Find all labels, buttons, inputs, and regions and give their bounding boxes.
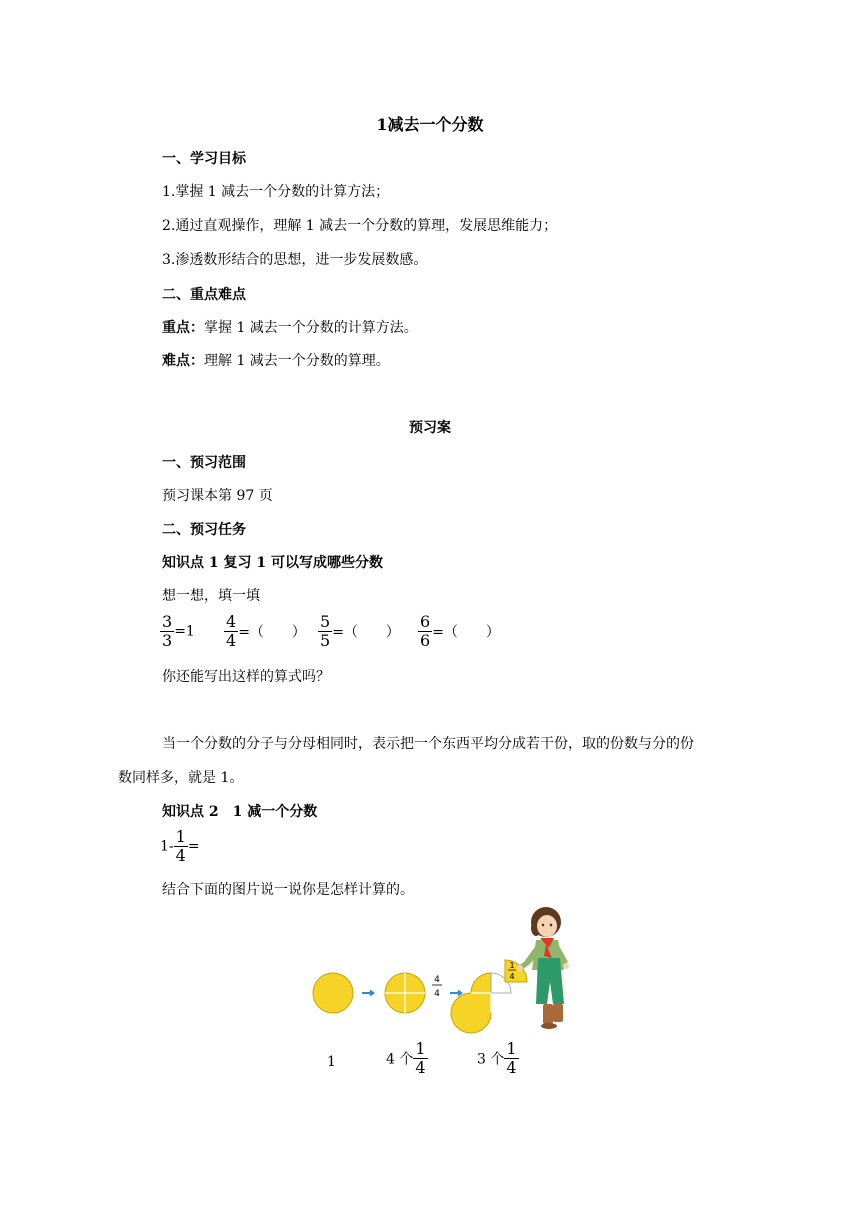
knowledge-1-question: 你还能写出这样的算式吗？ <box>162 669 330 685</box>
equation-suffix: = <box>187 838 200 855</box>
fraction-item-3 <box>318 613 400 650</box>
fraction-item-4 <box>418 613 500 650</box>
caption-numerator: 1 <box>506 1039 517 1058</box>
piece-numerator: 1 <box>509 961 515 970</box>
goal-item-3: 3.渗透数形结合的思想，进一步发展数感。 <box>162 252 428 268</box>
scope-heading: 一、预习范围 <box>162 455 246 471</box>
equation-denominator: 4 <box>175 846 186 865</box>
fraction-denominator: 6 <box>420 631 431 650</box>
knowledge-1-heading: 知识点 1 复习 1 可以写成哪些分数 <box>162 555 383 571</box>
fraction-tail: =1 <box>174 623 195 640</box>
caption-prefix: 3 个 <box>477 1051 505 1068</box>
mid-fraction-denominator: 4 <box>434 989 440 999</box>
page-title: 1减去一个分数 <box>376 115 484 134</box>
explanation-line-2: 数同样多，就是 1。 <box>118 770 244 786</box>
caption-prefix: 4 个 <box>386 1051 414 1068</box>
difficulty-line <box>162 350 390 370</box>
caption-numerator: 1 <box>415 1039 426 1058</box>
caption-three-quarters <box>477 1040 519 1077</box>
scope-text: 预习课本第 97 页 <box>162 488 273 504</box>
caption-denominator: 4 <box>415 1058 426 1077</box>
arrow-right-icon <box>362 990 375 997</box>
three-quarter-circle <box>451 973 511 1033</box>
piece-denominator: 4 <box>509 972 515 981</box>
fraction-blank: =（ ） <box>332 624 400 641</box>
fraction-numerator: 3 <box>162 612 173 631</box>
goal-item-2: 2.通过直观操作，理解 1 减去一个分数的算理，发展思维能力； <box>162 218 558 234</box>
equation-prefix: 1- <box>160 838 174 855</box>
fraction-blank: =（ ） <box>432 624 500 641</box>
goals-heading: 一、学习目标 <box>162 151 246 167</box>
explanation-line-1: 当一个分数的分子与分母相同时，表示把一个东西平均分成若干份，取的份数与分的份 <box>162 736 694 752</box>
goal-item-1: 1.掌握 1 减去一个分数的计算方法； <box>162 184 390 200</box>
caption-four-quarters <box>386 1040 428 1077</box>
mid-fraction-numerator: 4 <box>434 975 440 985</box>
fraction-item-2 <box>224 613 306 650</box>
girl-character <box>517 907 569 1029</box>
knowledge-2-heading: 知识点 2 1 减一个分数 <box>162 804 318 820</box>
key-points-heading: 二、重点难点 <box>162 287 246 303</box>
key-label: 重点： <box>162 320 204 336</box>
knowledge-1-prompt: 想一想，填一填 <box>162 588 260 604</box>
caption-denominator: 4 <box>506 1058 517 1077</box>
fraction-numerator: 4 <box>226 612 237 631</box>
difficulty-text: 理解 1 减去一个分数的算理。 <box>204 353 390 369</box>
fraction-numerator: 5 <box>320 612 331 631</box>
fraction-denominator: 4 <box>226 631 237 650</box>
difficulty-label: 难点： <box>162 353 204 369</box>
whole-circle <box>313 973 353 1013</box>
equation-numerator: 1 <box>175 827 186 846</box>
fraction-illustration <box>300 900 600 1040</box>
fraction-numerator: 6 <box>420 612 431 631</box>
fraction-blank: =（ ） <box>238 624 306 641</box>
knowledge-2-prompt: 结合下面的图片说一说你是怎样计算的。 <box>162 882 414 898</box>
fraction-denominator: 5 <box>320 631 331 650</box>
task-heading: 二、预习任务 <box>162 522 246 538</box>
key-point-line <box>162 317 418 337</box>
caption-whole: 1 <box>327 1054 336 1070</box>
subtraction-equation <box>160 828 200 865</box>
fraction-item-1 <box>160 613 195 650</box>
preview-title: 预习案 <box>409 420 451 436</box>
fraction-denominator: 3 <box>162 631 173 650</box>
key-text: 掌握 1 减去一个分数的计算方法。 <box>204 320 418 336</box>
quartered-circle <box>385 973 425 1013</box>
